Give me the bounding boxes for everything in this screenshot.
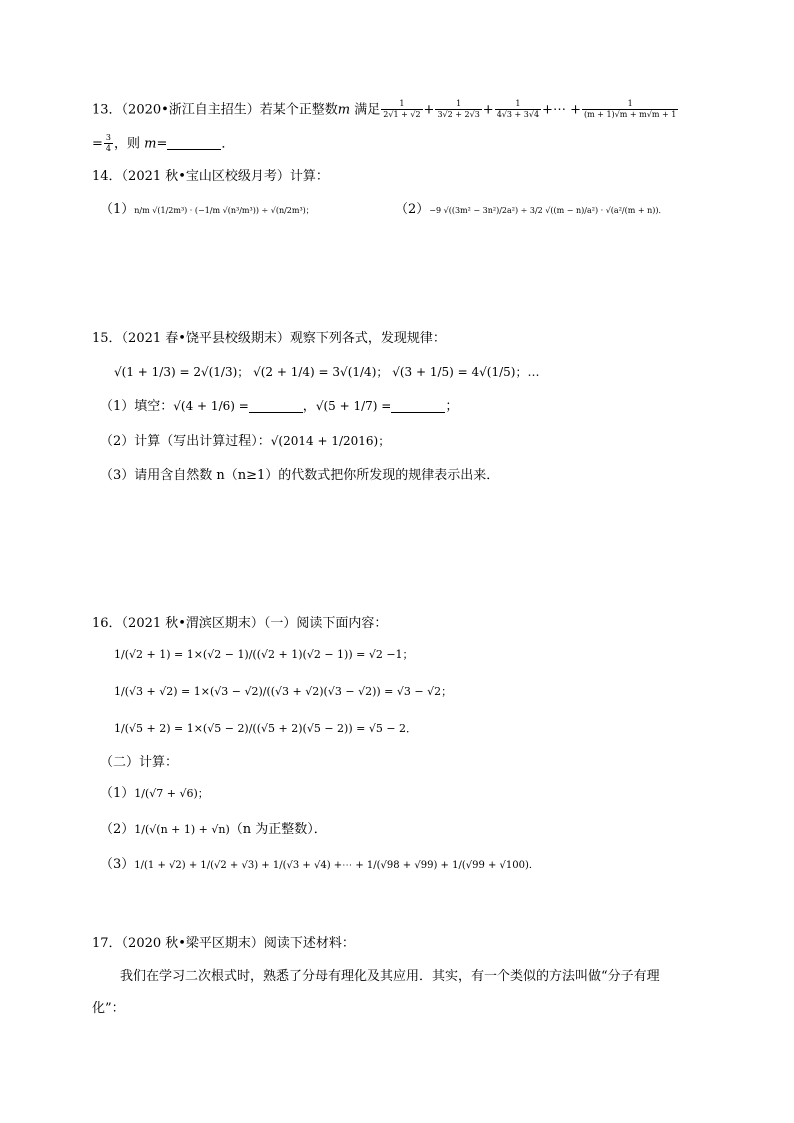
question-14-part2 <box>395 203 666 216</box>
q13-term-4: $\frac{1}{(m + 1)√m + m√m + 1}$ <box>583 99 677 120</box>
q13-term-3: $\frac{1}{4√3 + 3√4}$ <box>496 99 540 120</box>
q15-part2 <box>100 435 390 448</box>
q15-blank-a[interactable] <box>249 400 303 413</box>
q15-blank-b[interactable] <box>391 400 445 413</box>
q13-end: ． <box>221 136 235 152</box>
q15-pattern-line: √(1 + 1/3) = 2√(1/3)； √(2 + 1/4) = 3√(1/4)； √(3 + 1/5) = 4√(1/5)；… <box>114 365 540 379</box>
q15-part3: （3）请用含自然数 n（n≥1）的代数式把你所发现的规律表示出来． <box>100 468 500 483</box>
q13-eq: = <box>92 136 103 152</box>
question-13-line2 <box>92 134 234 154</box>
q14-p2-label: （2） <box>395 202 430 217</box>
q13-rhs: $\frac{3}{4}$ <box>105 133 111 154</box>
q17-paragraph-2: 化”： <box>92 1001 125 1016</box>
q16-example-3: 1/(√5 + 2) = 1×(√5 − 2)/((√5 + 2)(√5 − 2)) = √5 − 2． <box>114 722 418 735</box>
q14-p1-expr: n/m √(1/2m³) · (−1/m √(n³/m³)) ÷ √(n/2m³)； <box>134 206 314 215</box>
q13-answer-blank[interactable] <box>167 137 221 150</box>
q15-p2-expr: √(2014 + 1/2016)； <box>270 434 391 448</box>
q13-ellipsis: +⋯ + <box>542 102 581 118</box>
q13-term-2: $\frac{1}{3√2 + 2√3}$ <box>437 99 480 120</box>
q14-p2-expr: −9 √((3m² − 3n²)/2a²) ÷ 3/2 √((m − n)/a²) · √(a²/(m + n))． <box>429 206 667 215</box>
q17-paragraph-1: 我们在学习二次根式时，熟悉了分母有理化及其应用．其实，有一个类似的方法叫做“分子有理 <box>120 969 660 984</box>
q16-calc-1 <box>100 787 209 800</box>
q16-c1-label: （1） <box>100 786 135 801</box>
q13-satisfy: 满足 <box>354 102 381 118</box>
q16-c2-label: （2） <box>100 822 135 837</box>
question-17-title: 17．（2020 秋•梁平区期末）阅读下述材料： <box>92 936 355 951</box>
q16-example-2: 1/(√3 + √2) = 1×(√3 − √2)/((√3 + √2)(√3 − √2)) = √3 − √2； <box>114 685 453 698</box>
q15-p1-expr-b: √(5 + 1/7) = <box>315 399 392 413</box>
q16-c3-expr: 1/(1 + √2) + 1/(√2 + √3) + 1/(√3 + √4) +⋯ + 1/(√98 + √99) + 1/(√99 + √100)． <box>134 860 539 871</box>
q13-term-1: $\frac{1}{2√1 + √2}$ <box>383 99 421 120</box>
q15-part1: （1）填空：√(4 + 1/6) = ，√(5 + 1/7) = ； <box>100 399 459 414</box>
q16-c1-expr: 1/(√7 + √6)； <box>134 787 209 800</box>
q15-p1-expr-a: √(4 + 1/6) = <box>173 399 249 413</box>
question-16-title: 16．（2021 秋•渭滨区期末）（一）阅读下面内容： <box>92 616 388 631</box>
q13-m-eq: m= <box>144 136 168 152</box>
q13-then: ，则 <box>114 136 141 152</box>
q15-p1-label: （1）填空： <box>100 399 174 414</box>
q16-calc-2 <box>100 823 327 836</box>
q16-example-1: 1/(√2 + 1) = 1×(√2 − 1)/((√2 + 1)(√2 − 1)) = √2 −1； <box>114 648 414 661</box>
q13-intro: 13．（2020•浙江自主招生）若某个正整数 <box>92 102 338 118</box>
q16-c3-label: （3） <box>100 857 135 872</box>
q16-c2-expr: 1/(√(n + 1) + √n) <box>134 823 230 836</box>
question-14-part1 <box>100 203 314 216</box>
question-14-title: 14．（2021 秋•宝山区校级月考）计算： <box>92 169 329 184</box>
question-13-line1: 13．（2020•浙江自主招生）若某个正整数m 满足 $\frac{1}{2√1 + √2}$ + $\frac{1}{3√2 + 2√3}$ + $\frac{1}{4√3 + 3√4}$ +⋯ + $\frac{1}{(m + 1)√m + m√m + 1}$ <box>92 99 677 120</box>
q14-p1-label: （1） <box>100 202 135 217</box>
q13-var-m: m <box>337 102 351 118</box>
question-15-title: 15．（2021 春•饶平县校级期末）观察下列各式，发现规律： <box>92 331 446 346</box>
q16-calc-3 <box>100 858 539 871</box>
q16-part2-title: （二）计算： <box>100 755 179 770</box>
q16-c2-note: （n 为正整数）． <box>229 822 327 837</box>
q15-p2-label: （2）计算（写出计算过程）： <box>100 434 271 449</box>
